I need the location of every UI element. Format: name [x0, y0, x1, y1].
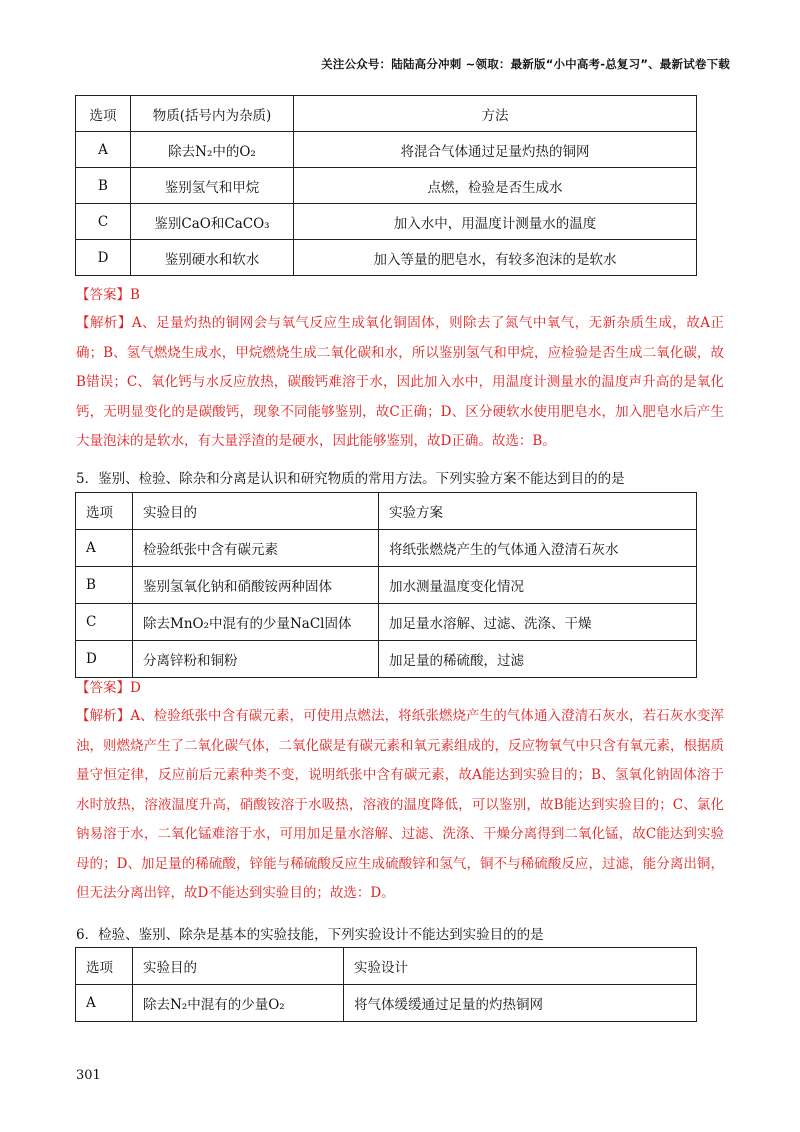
table-row — [76, 168, 697, 204]
table-header-row — [76, 948, 697, 985]
q4-answer: 【答案】B — [76, 287, 140, 303]
table-cell: D — [76, 641, 133, 678]
table-cell: C — [76, 604, 133, 641]
table-header-cell: 选项 — [76, 493, 133, 530]
q4-analysis: 【解析】A、足量灼热的铜网会与氧气反应生成氧化铜固体，则除去了氮气中氧气，无新杂质生成，故A正确；B、氢气燃烧生成水，甲烷燃烧生成二氧化碳和水，所以鉴别氢气和甲烷，应检验是否生成二氧化碳，故B错误；C、氧化钙与水反应放热，碳酸钙难溶于水，因此加入水中，用温度计测量水的温度声升高的是氧化钙，无明显变化的是碳酸钙，现象不同能够鉴别，故C正确；D、区分硬软水使用肥皂水，加入肥皂水后产生大量泡沫的是软水，有大量浮渣的是硬水，因此能够鉴别，故D正确。故选：B。 — [76, 315, 724, 449]
table-row — [76, 240, 697, 276]
q6-question: 6．检验、鉴别、除杂是基本的实验技能，下列实验设计不能达到实验目的的是 — [76, 927, 544, 943]
table-cell: A — [76, 530, 133, 567]
table-cell: B — [76, 567, 133, 604]
table-cell: 将纸张燃烧产生的气体通入澄清石灰水 — [379, 530, 697, 567]
table-header-cell: 选项 — [76, 96, 131, 132]
table-cell: 点燃，检验是否生成水 — [294, 168, 697, 204]
q5-options-table — [75, 492, 697, 678]
table-cell: 除去MnO₂中混有的少量NaCl固体 — [133, 604, 379, 641]
table-row — [76, 604, 697, 641]
table-cell: 除去N₂中混有的少量O₂ — [133, 985, 344, 1022]
table-cell: 鉴别CaO和CaCO₃ — [131, 204, 294, 240]
table-row — [76, 985, 697, 1022]
table-cell: A — [76, 132, 131, 168]
table-cell: 加足量的稀硫酸，过滤 — [379, 641, 697, 678]
table-row — [76, 567, 697, 604]
table-header-cell: 实验目的 — [133, 493, 379, 530]
table-header-cell: 实验设计 — [344, 948, 697, 985]
table-row — [76, 641, 697, 678]
table-cell: D — [76, 240, 131, 276]
table-cell: 分离锌粉和铜粉 — [133, 641, 379, 678]
table-cell: 鉴别氢气和甲烷 — [131, 168, 294, 204]
table-cell: 检验纸张中含有碳元素 — [133, 530, 379, 567]
table-cell: 加入等量的肥皂水，有较多泡沫的是软水 — [294, 240, 697, 276]
table-header-cell: 物质(括号内为杂质) — [131, 96, 294, 132]
q4-options-table — [75, 95, 697, 276]
table-cell: 将混合气体通过足量灼热的铜网 — [294, 132, 697, 168]
table-cell: 加入水中，用温度计测量水的温度 — [294, 204, 697, 240]
table-cell: B — [76, 168, 131, 204]
q5-analysis: 【解析】A、检验纸张中含有碳元素，可使用点燃法，将纸张燃烧产生的气体通入澄清石灰水，若石灰水变浑浊，则燃烧产生了二氧化碳气体，二氧化碳是有碳元素和氧元素组成的，反应物氧气中只含有氧元素，根据质量守恒定律，反应前后元素种类不变，说明纸张中含有碳元素，故A能达到实验目的；B、氢氧化钠固体溶于水时放热，溶液温度升高，硝酸铵溶于水吸热，溶液的温度降低，可以鉴别，故B能达到实验目的；C、氯化钠易溶于水，二氧化锰难溶于水，可用加足量水溶解、过滤、洗涤、干燥分离得到二氧化锰，故C能达到实验母的；D、加足量的稀硫酸，锌能与稀硫酸反应生成硫酸锌和氢气，铜不与稀硫酸反应，过滤，能分离出铜，但无法分离出锌，故D不能达到实验目的；故选：D。 — [76, 708, 724, 901]
table-header-cell: 方法 — [294, 96, 697, 132]
table-row — [76, 132, 697, 168]
table-header-cell: 实验目的 — [133, 948, 344, 985]
table-header-cell: 实验方案 — [379, 493, 697, 530]
table-cell: 鉴别氢氧化钠和硝酸铵两种固体 — [133, 567, 379, 604]
table-cell: 将气体缓缓通过足量的灼热铜网 — [344, 985, 697, 1022]
page-number: 301 — [76, 1068, 101, 1083]
table-header-row — [76, 96, 697, 132]
q5-question: 5．鉴别、检验、除杂和分离是认识和研究物质的常用方法。下列实验方案不能达到目的的是 — [76, 471, 625, 487]
table-cell: 加水测量温度变化情况 — [379, 567, 697, 604]
table-header-cell: 选项 — [76, 948, 133, 985]
table-row — [76, 204, 697, 240]
table-cell: C — [76, 204, 131, 240]
table-cell: 加足量水溶解、过滤、洗涤、干燥 — [379, 604, 697, 641]
q5-answer: 【答案】D — [76, 680, 141, 696]
table-cell: A — [76, 985, 133, 1022]
q6-options-table — [75, 947, 697, 1022]
page-header: 关注公众号：陆陆高分冲刺 ~领取：最新版“小中高考-总复习”、最新试卷下载 — [321, 57, 730, 71]
table-header-row — [76, 493, 697, 530]
table-row — [76, 530, 697, 567]
table-cell: 鉴别硬水和软水 — [131, 240, 294, 276]
table-cell: 除去N₂中的O₂ — [131, 132, 294, 168]
